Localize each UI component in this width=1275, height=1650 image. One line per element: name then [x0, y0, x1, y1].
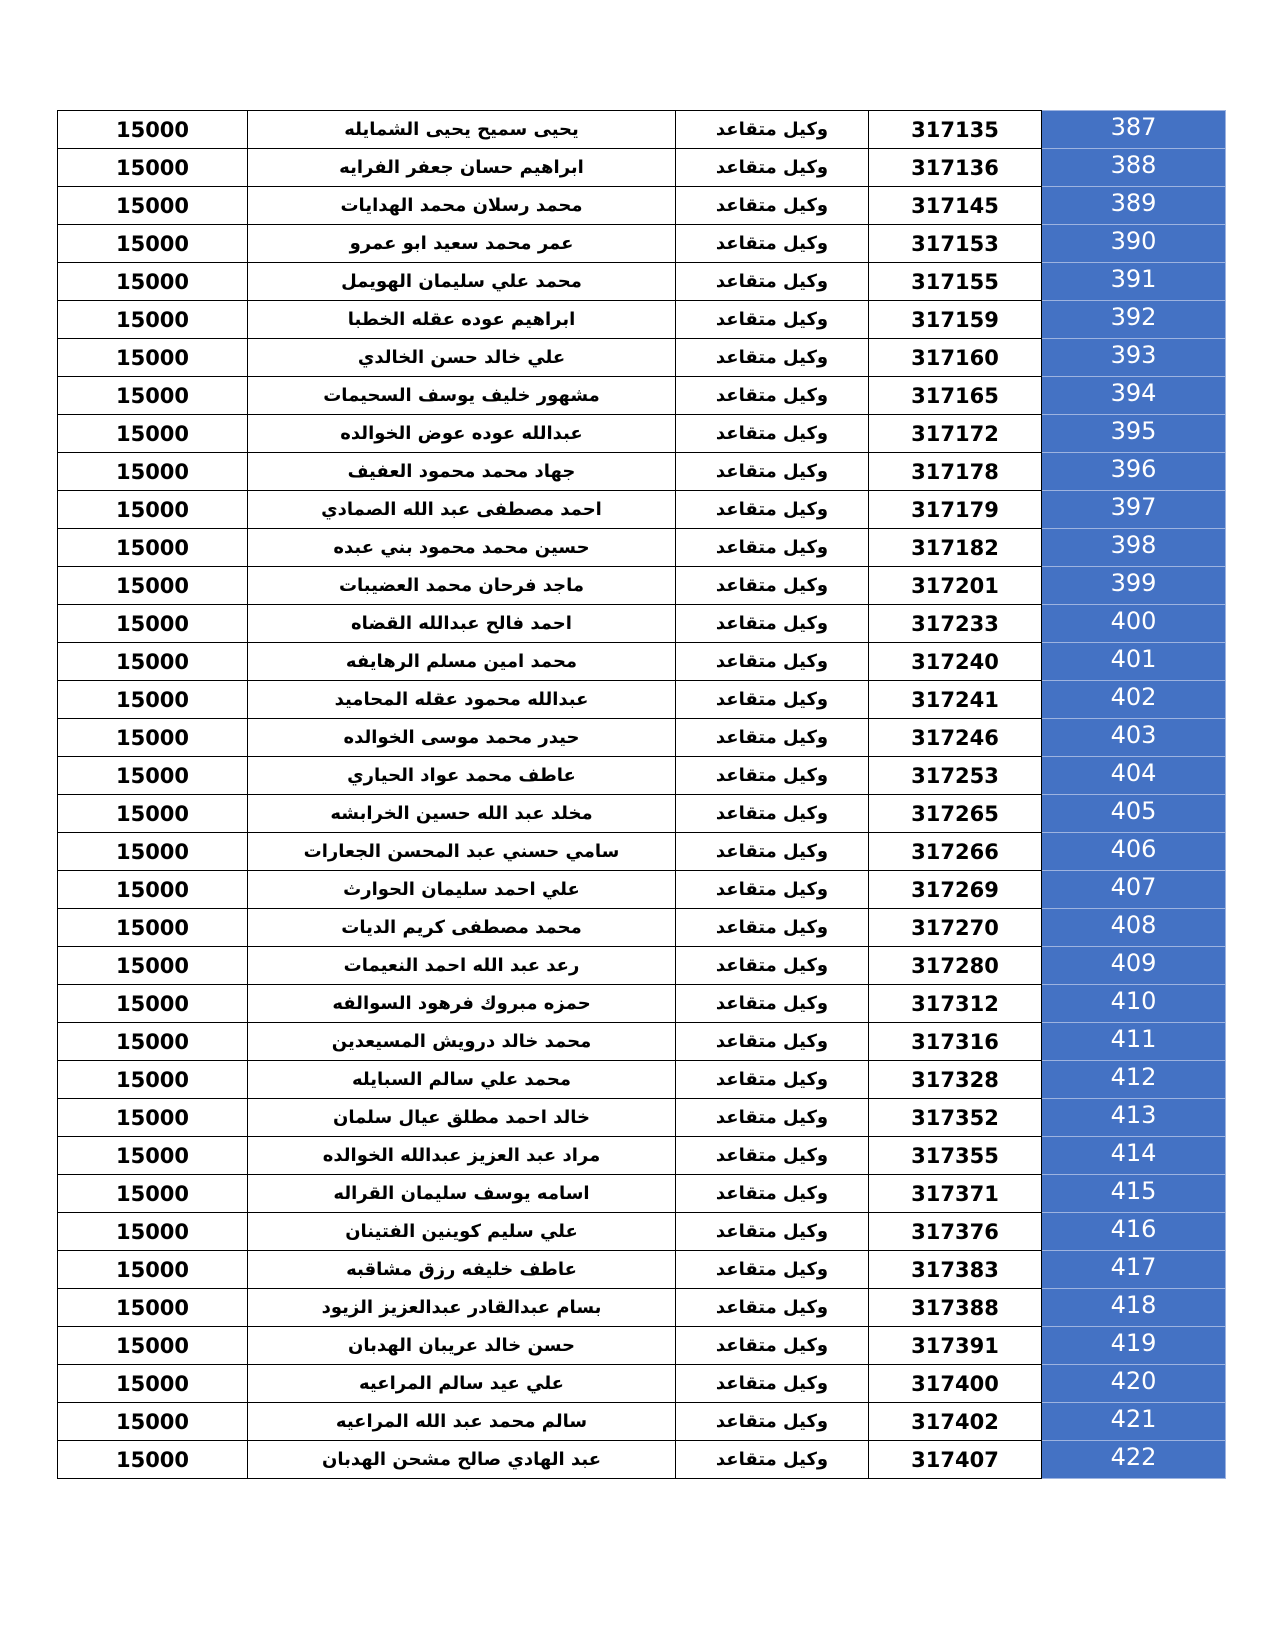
serial-cell: 401 — [1042, 643, 1226, 681]
serial-cell: 422 — [1042, 1441, 1226, 1479]
serial-cell: 421 — [1042, 1403, 1226, 1441]
serial-cell: 408 — [1042, 909, 1226, 947]
amount-cell: 15000 — [58, 871, 248, 909]
table-row — [58, 187, 1226, 225]
name-cell: يحيى سميح يحيى الشمايله — [248, 111, 676, 149]
rank-cell: وكيل متقاعد — [676, 1061, 869, 1099]
name-cell: عبدالله محمود عقله المحاميد — [248, 681, 676, 719]
amount-cell: 15000 — [58, 1061, 248, 1099]
serial-cell: 409 — [1042, 947, 1226, 985]
amount-cell: 15000 — [58, 1137, 248, 1175]
table-row — [58, 1099, 1226, 1137]
table-row — [58, 985, 1226, 1023]
rank-cell: وكيل متقاعد — [676, 1251, 869, 1289]
serial-cell: 397 — [1042, 491, 1226, 529]
id-cell: 317136 — [869, 149, 1042, 187]
amount-cell: 15000 — [58, 111, 248, 149]
amount-cell: 15000 — [58, 1023, 248, 1061]
id-cell: 317402 — [869, 1403, 1042, 1441]
rank-cell: وكيل متقاعد — [676, 377, 869, 415]
name-cell: سامي حسني عبد المحسن الجعارات — [248, 833, 676, 871]
serial-cell: 413 — [1042, 1099, 1226, 1137]
id-cell: 317172 — [869, 415, 1042, 453]
rank-cell: وكيل متقاعد — [676, 1023, 869, 1061]
serial-cell: 414 — [1042, 1137, 1226, 1175]
id-cell: 317355 — [869, 1137, 1042, 1175]
amount-cell: 15000 — [58, 301, 248, 339]
table-row — [58, 757, 1226, 795]
amount-cell: 15000 — [58, 681, 248, 719]
id-cell: 317265 — [869, 795, 1042, 833]
name-cell: مراد عبد العزيز عبدالله الخوالده — [248, 1137, 676, 1175]
serial-cell: 419 — [1042, 1327, 1226, 1365]
table-row — [58, 1289, 1226, 1327]
rank-cell: وكيل متقاعد — [676, 263, 869, 301]
rank-cell: وكيل متقاعد — [676, 415, 869, 453]
amount-cell: 15000 — [58, 529, 248, 567]
id-cell: 317352 — [869, 1099, 1042, 1137]
serial-cell: 387 — [1042, 111, 1226, 149]
serial-cell: 417 — [1042, 1251, 1226, 1289]
amount-cell: 15000 — [58, 1213, 248, 1251]
table-row — [58, 1441, 1226, 1479]
id-cell: 317165 — [869, 377, 1042, 415]
id-cell: 317201 — [869, 567, 1042, 605]
table-row — [58, 415, 1226, 453]
table-row — [58, 453, 1226, 491]
name-cell: محمد امين مسلم الرهايفه — [248, 643, 676, 681]
amount-cell: 15000 — [58, 1327, 248, 1365]
name-cell: ابراهيم عوده عقله الخطبا — [248, 301, 676, 339]
amount-cell: 15000 — [58, 605, 248, 643]
id-cell: 317153 — [869, 225, 1042, 263]
amount-cell: 15000 — [58, 1099, 248, 1137]
name-cell: محمد رسلان محمد الهدايات — [248, 187, 676, 225]
serial-cell: 404 — [1042, 757, 1226, 795]
id-cell: 317241 — [869, 681, 1042, 719]
serial-cell: 410 — [1042, 985, 1226, 1023]
serial-cell: 399 — [1042, 567, 1226, 605]
table-row — [58, 1023, 1226, 1061]
rank-cell: وكيل متقاعد — [676, 1289, 869, 1327]
rank-cell: وكيل متقاعد — [676, 301, 869, 339]
id-cell: 317269 — [869, 871, 1042, 909]
table-row — [58, 871, 1226, 909]
rank-cell: وكيل متقاعد — [676, 871, 869, 909]
table-row — [58, 1327, 1226, 1365]
serial-cell: 420 — [1042, 1365, 1226, 1403]
rank-cell: وكيل متقاعد — [676, 605, 869, 643]
rank-cell: وكيل متقاعد — [676, 187, 869, 225]
name-cell: عاطف محمد عواد الحياري — [248, 757, 676, 795]
amount-cell: 15000 — [58, 567, 248, 605]
table-row — [58, 795, 1226, 833]
amount-cell: 15000 — [58, 187, 248, 225]
amount-cell: 15000 — [58, 833, 248, 871]
amount-cell: 15000 — [58, 909, 248, 947]
amount-cell: 15000 — [58, 415, 248, 453]
id-cell: 317160 — [869, 339, 1042, 377]
rank-cell: وكيل متقاعد — [676, 339, 869, 377]
name-cell: علي احمد سليمان الحوارث — [248, 871, 676, 909]
serial-cell: 411 — [1042, 1023, 1226, 1061]
amount-cell: 15000 — [58, 225, 248, 263]
serial-cell: 402 — [1042, 681, 1226, 719]
name-cell: علي عيد سالم المراعيه — [248, 1365, 676, 1403]
name-cell: محمد علي سالم السبايله — [248, 1061, 676, 1099]
rank-cell: وكيل متقاعد — [676, 1327, 869, 1365]
rank-cell: وكيل متقاعد — [676, 909, 869, 947]
serial-cell: 392 — [1042, 301, 1226, 339]
rank-cell: وكيل متقاعد — [676, 491, 869, 529]
name-cell: اسامه يوسف سليمان القراله — [248, 1175, 676, 1213]
table-row — [58, 1365, 1226, 1403]
table-row — [58, 719, 1226, 757]
table-row — [58, 377, 1226, 415]
rank-cell: وكيل متقاعد — [676, 225, 869, 263]
id-cell: 317391 — [869, 1327, 1042, 1365]
table-row — [58, 301, 1226, 339]
rank-cell: وكيل متقاعد — [676, 757, 869, 795]
name-cell: سالم محمد عبد الله المراعيه — [248, 1403, 676, 1441]
serial-cell: 415 — [1042, 1175, 1226, 1213]
rank-cell: وكيل متقاعد — [676, 1441, 869, 1479]
id-cell: 317253 — [869, 757, 1042, 795]
id-cell: 317316 — [869, 1023, 1042, 1061]
id-cell: 317371 — [869, 1175, 1042, 1213]
table-row — [58, 567, 1226, 605]
amount-cell: 15000 — [58, 1175, 248, 1213]
table-row — [58, 1061, 1226, 1099]
table-row — [58, 947, 1226, 985]
table-row — [58, 529, 1226, 567]
serial-cell: 389 — [1042, 187, 1226, 225]
rank-cell: وكيل متقاعد — [676, 1099, 869, 1137]
amount-cell: 15000 — [58, 1289, 248, 1327]
id-cell: 317328 — [869, 1061, 1042, 1099]
rank-cell: وكيل متقاعد — [676, 833, 869, 871]
name-cell: خالد احمد مطلق عيال سلمان — [248, 1099, 676, 1137]
rank-cell: وكيل متقاعد — [676, 567, 869, 605]
amount-cell: 15000 — [58, 1251, 248, 1289]
rank-cell: وكيل متقاعد — [676, 719, 869, 757]
name-cell: عاطف خليفه رزق مشاقبه — [248, 1251, 676, 1289]
serial-cell: 405 — [1042, 795, 1226, 833]
table-row — [58, 491, 1226, 529]
serial-cell: 407 — [1042, 871, 1226, 909]
name-cell: ماجد فرحان محمد العضيبات — [248, 567, 676, 605]
id-cell: 317383 — [869, 1251, 1042, 1289]
amount-cell: 15000 — [58, 757, 248, 795]
serial-cell: 393 — [1042, 339, 1226, 377]
id-cell: 317233 — [869, 605, 1042, 643]
name-cell: علي سليم كوينين الفتينان — [248, 1213, 676, 1251]
table-row — [58, 643, 1226, 681]
rank-cell: وكيل متقاعد — [676, 643, 869, 681]
serial-cell: 395 — [1042, 415, 1226, 453]
table-row — [58, 1213, 1226, 1251]
id-cell: 317182 — [869, 529, 1042, 567]
name-cell: محمد خالد درويش المسيعدين — [248, 1023, 676, 1061]
serial-cell: 416 — [1042, 1213, 1226, 1251]
id-cell: 317266 — [869, 833, 1042, 871]
rank-cell: وكيل متقاعد — [676, 111, 869, 149]
serial-cell: 400 — [1042, 605, 1226, 643]
name-cell: مخلد عبد الله حسين الخرابشه — [248, 795, 676, 833]
id-cell: 317280 — [869, 947, 1042, 985]
name-cell: علي خالد حسن الخالدي — [248, 339, 676, 377]
id-cell: 317179 — [869, 491, 1042, 529]
rank-cell: وكيل متقاعد — [676, 795, 869, 833]
name-cell: جهاد محمد محمود العفيف — [248, 453, 676, 491]
id-cell: 317178 — [869, 453, 1042, 491]
name-cell: محمد علي سليمان الهويمل — [248, 263, 676, 301]
table-row — [58, 833, 1226, 871]
table-row — [58, 111, 1226, 149]
id-cell: 317388 — [869, 1289, 1042, 1327]
amount-cell: 15000 — [58, 453, 248, 491]
serial-cell: 391 — [1042, 263, 1226, 301]
serial-cell: 398 — [1042, 529, 1226, 567]
name-cell: محمد مصطفى كريم الديات — [248, 909, 676, 947]
name-cell: احمد فالح عبدالله القضاه — [248, 605, 676, 643]
rank-cell: وكيل متقاعد — [676, 529, 869, 567]
table-row — [58, 339, 1226, 377]
rank-cell: وكيل متقاعد — [676, 1175, 869, 1213]
name-cell: حمزه مبروك فرهود السوالفه — [248, 985, 676, 1023]
id-cell: 317135 — [869, 111, 1042, 149]
name-cell: احمد مصطفى عبد الله الصمادي — [248, 491, 676, 529]
serial-cell: 403 — [1042, 719, 1226, 757]
id-cell: 317145 — [869, 187, 1042, 225]
amount-cell: 15000 — [58, 377, 248, 415]
table-row — [58, 1137, 1226, 1175]
rank-cell: وكيل متقاعد — [676, 681, 869, 719]
table-row — [58, 1251, 1226, 1289]
rank-cell: وكيل متقاعد — [676, 1365, 869, 1403]
amount-cell: 15000 — [58, 643, 248, 681]
serial-cell: 388 — [1042, 149, 1226, 187]
table-row — [58, 263, 1226, 301]
name-cell: حسين محمد محمود بني عبده — [248, 529, 676, 567]
id-cell: 317312 — [869, 985, 1042, 1023]
amount-cell: 15000 — [58, 339, 248, 377]
amount-cell: 15000 — [58, 1441, 248, 1479]
amount-cell: 15000 — [58, 491, 248, 529]
id-cell: 317159 — [869, 301, 1042, 339]
id-cell: 317376 — [869, 1213, 1042, 1251]
name-cell: رعد عبد الله احمد النعيمات — [248, 947, 676, 985]
table-row — [58, 1175, 1226, 1213]
serial-cell: 406 — [1042, 833, 1226, 871]
retirees-table — [57, 110, 1226, 1479]
id-cell: 317246 — [869, 719, 1042, 757]
table-row — [58, 605, 1226, 643]
rank-cell: وكيل متقاعد — [676, 149, 869, 187]
table-row — [58, 225, 1226, 263]
serial-cell: 396 — [1042, 453, 1226, 491]
name-cell: حيدر محمد موسى الخوالده — [248, 719, 676, 757]
id-cell: 317240 — [869, 643, 1042, 681]
amount-cell: 15000 — [58, 985, 248, 1023]
amount-cell: 15000 — [58, 1365, 248, 1403]
table-row — [58, 909, 1226, 947]
table-row — [58, 681, 1226, 719]
name-cell: عمر محمد سعيد ابو عمرو — [248, 225, 676, 263]
name-cell: حسن خالد عريبان الهدبان — [248, 1327, 676, 1365]
rank-cell: وكيل متقاعد — [676, 1403, 869, 1441]
serial-cell: 412 — [1042, 1061, 1226, 1099]
rank-cell: وكيل متقاعد — [676, 1213, 869, 1251]
amount-cell: 15000 — [58, 947, 248, 985]
serial-cell: 390 — [1042, 225, 1226, 263]
id-cell: 317155 — [869, 263, 1042, 301]
table-body — [58, 111, 1226, 1479]
amount-cell: 15000 — [58, 719, 248, 757]
rank-cell: وكيل متقاعد — [676, 985, 869, 1023]
amount-cell: 15000 — [58, 263, 248, 301]
name-cell: عبدالله عوده عوض الخوالده — [248, 415, 676, 453]
id-cell: 317270 — [869, 909, 1042, 947]
rank-cell: وكيل متقاعد — [676, 947, 869, 985]
id-cell: 317400 — [869, 1365, 1042, 1403]
amount-cell: 15000 — [58, 795, 248, 833]
name-cell: بسام عبدالقادر عبدالعزيز الزيود — [248, 1289, 676, 1327]
serial-cell: 394 — [1042, 377, 1226, 415]
serial-cell: 418 — [1042, 1289, 1226, 1327]
name-cell: ابراهيم حسان جعفر الفرايه — [248, 149, 676, 187]
id-cell: 317407 — [869, 1441, 1042, 1479]
amount-cell: 15000 — [58, 149, 248, 187]
name-cell: عبد الهادي صالح مشحن الهدبان — [248, 1441, 676, 1479]
table-row — [58, 149, 1226, 187]
rank-cell: وكيل متقاعد — [676, 453, 869, 491]
rank-cell: وكيل متقاعد — [676, 1137, 869, 1175]
table-row — [58, 1403, 1226, 1441]
name-cell: مشهور خليف يوسف السحيمات — [248, 377, 676, 415]
amount-cell: 15000 — [58, 1403, 248, 1441]
